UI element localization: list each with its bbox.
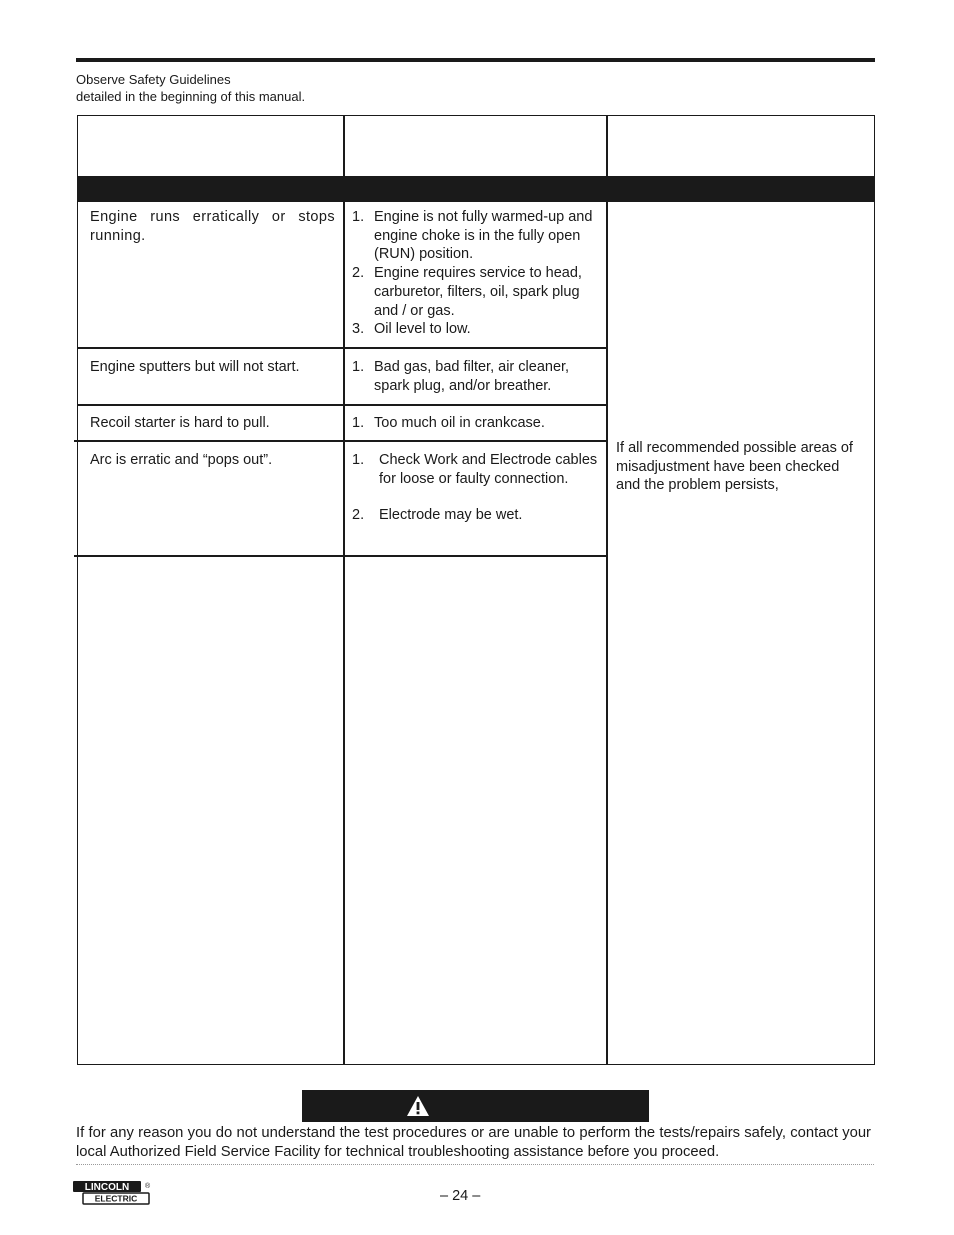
symptom-cell-4 bbox=[90, 451, 335, 470]
safety-note-line-2: detailed in the beginning of this manual. bbox=[76, 89, 306, 104]
warning-triangle-icon bbox=[406, 1095, 430, 1117]
logo-registered-mark: ® bbox=[145, 1183, 151, 1190]
row-divider-3 bbox=[74, 440, 606, 442]
warning-text: If for any reason you do not understand the test procedures or are unable to perform the tests/repairs safely, contact your local Authorized Field Service Facility for technical troubleshooting assistance before you proceed. bbox=[76, 1125, 871, 1160]
logo-text-electric: ELECTRIC bbox=[94, 1193, 138, 1204]
symptom-text-4: Arc is erratic and “pops out”. bbox=[90, 452, 273, 468]
page-number: – 24 – bbox=[440, 1188, 481, 1204]
warning-banner bbox=[302, 1090, 649, 1122]
top-rule bbox=[76, 58, 875, 62]
symptom-text-2: Engine sputters but will not start. bbox=[90, 359, 300, 375]
row-divider-4 bbox=[74, 555, 606, 557]
footer-divider bbox=[76, 1164, 874, 1165]
cause-text: Bad gas, bad filter, air cleaner, spark plug, and/or breather. bbox=[374, 359, 570, 394]
symptom-cell-1 bbox=[90, 208, 335, 245]
safety-note-line-1: Observe Safety Guidelines bbox=[76, 72, 231, 87]
logo-text-lincoln: LINCOLN bbox=[84, 1182, 130, 1194]
cause-item bbox=[352, 451, 604, 488]
cause-text: Too much oil in crankcase. bbox=[374, 415, 545, 431]
column-divider-2 bbox=[606, 115, 608, 1065]
causes-cell-3 bbox=[352, 414, 604, 433]
cause-text: Check Work and Electrode cables for loose or faulty connection. bbox=[379, 452, 598, 487]
cause-number: 2. bbox=[352, 265, 365, 282]
cause-item bbox=[352, 208, 604, 264]
causes-cell-2 bbox=[352, 358, 604, 395]
causes-cell-4 bbox=[352, 451, 604, 525]
cause-number: 2. bbox=[352, 507, 365, 524]
symptom-cell-3 bbox=[90, 414, 335, 433]
cause-text: Engine requires service to head, carburetor, filters, oil, spark plug and / or gas. bbox=[374, 265, 582, 319]
cause-text: Oil level to low. bbox=[374, 321, 471, 338]
cause-item bbox=[352, 358, 604, 395]
table-header-band bbox=[77, 176, 875, 202]
cause-item bbox=[352, 506, 604, 525]
lincoln-electric-logo bbox=[72, 1179, 152, 1212]
symptom-text-1: Engine runs erratically or stops running. bbox=[90, 209, 335, 244]
row-divider-1 bbox=[77, 347, 606, 349]
column-divider-1 bbox=[343, 115, 345, 1065]
row-divider-2 bbox=[77, 404, 606, 406]
cause-number: 3. bbox=[352, 321, 365, 338]
symptom-text-3: Recoil starter is hard to pull. bbox=[90, 415, 270, 431]
symptom-cell-2 bbox=[90, 358, 335, 377]
recommended-action-text: If all recommended possible areas of misadjustment have been checked and the problem persists, bbox=[616, 440, 853, 494]
cause-item bbox=[352, 320, 604, 339]
cause-item bbox=[352, 264, 604, 320]
safety-note bbox=[76, 71, 305, 105]
cause-text: Engine is not fully warmed-up and engine choke is in the fully open (RUN) position. bbox=[374, 209, 593, 263]
cause-number: 1. bbox=[352, 452, 365, 468]
cause-item bbox=[352, 414, 604, 433]
cause-number: 1. bbox=[352, 209, 365, 225]
causes-cell-1 bbox=[352, 208, 604, 339]
recommended-action-cell bbox=[616, 439, 864, 495]
cause-number: 1. bbox=[352, 359, 365, 375]
cause-number: 1. bbox=[352, 415, 365, 431]
cause-text: Electrode may be wet. bbox=[379, 507, 523, 524]
